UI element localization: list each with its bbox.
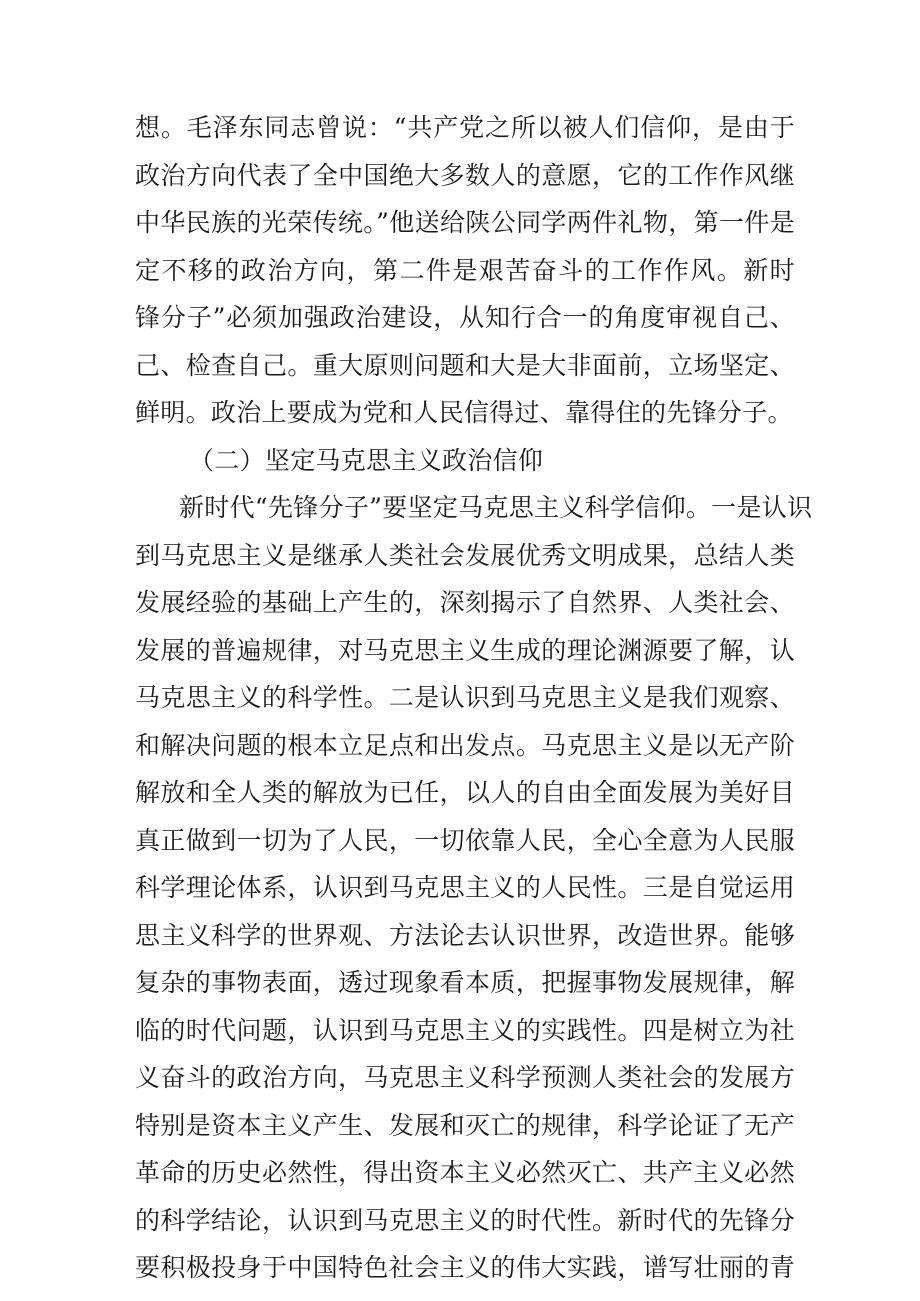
text-line: 锋分子”必须加强政治建设，从知行合一的角度审视自己、 xyxy=(135,303,795,332)
text-line: 己、检查自己。重大原则问题和大是大非面前，立场坚定、 xyxy=(135,350,795,380)
text-line: 到马克思主义是继承人类社会发展优秀文明成果，总结人类 xyxy=(135,540,795,570)
text-line: 临的时代问题，认识到马克思主义的实践性。四是树立为社 xyxy=(135,1015,795,1045)
text-line: 革命的历史必然性，得出资本主义必然灭亡、共产主义必然 xyxy=(135,1158,795,1187)
text-line: 发展经验的基础上产生的，深刻揭示了自然界、人类社会、 xyxy=(135,588,795,617)
text-line: 思主义科学的世界观、方法论去认识世界，改造世界。能够 xyxy=(135,920,795,950)
text-line: 的科学结论，认识到马克思主义的时代性。新时代的先锋分 xyxy=(135,1205,795,1235)
text-line: 要积极投身于中国特色社会主义的伟大实践，谱写壮丽的青 xyxy=(135,1253,795,1282)
text-line: 复杂的事物表面，透过现象看本质，把握事物发展规律，解 xyxy=(135,968,795,997)
text-line: 和解决问题的根本立足点和出发点。马克思主义是以无产阶 xyxy=(135,730,795,760)
text-line: 鲜明。政治上要成为党和人民信得过、靠得住的先锋分子。 xyxy=(135,398,793,427)
text-line: 定不移的政治方向，第二件是艰苦奋斗的工作作风。新时 xyxy=(135,255,795,285)
text-line: 义奋斗的政治方向，马克思主义科学预测人类社会的发展方 xyxy=(135,1063,795,1092)
text-line: 科学理论体系，认识到马克思主义的人民性。三是自觉运用 xyxy=(135,873,795,902)
document-body xyxy=(135,104,813,1292)
text-line: 发展的普遍规律，对马克思主义生成的理论渊源要了解，认 xyxy=(135,635,795,665)
section-heading: （二）坚定马克思主义政治信仰 xyxy=(189,445,544,475)
text-line: 真正做到一切为了人民，一切依靠人民，全心全意为人民服 xyxy=(135,825,795,855)
paragraph-1 xyxy=(135,104,795,437)
paragraph-2 xyxy=(135,484,813,1292)
text-line: 想。毛泽东同志曾说：“共产党之所以被人们信仰，是由于 xyxy=(135,113,795,142)
text-line: 特别是资本主义产生、发展和灭亡的规律，科学论证了无产 xyxy=(135,1110,795,1140)
text-line: 马克思主义的科学性。二是认识到马克思主义是我们观察、 xyxy=(135,683,795,712)
text-line: 政治方向代表了全中国绝大多数人的意愿，它的工作作风继 xyxy=(135,160,795,190)
text-line: 中华民族的光荣传统。”他送给陕公同学两件礼物，第一件是 xyxy=(135,208,795,237)
text-line: 新时代“先锋分子”要坚定马克思主义科学信仰。一是认识 xyxy=(179,493,813,522)
text-line: 解放和全人类的解放为已任，以人的自由全面发展为美好目 xyxy=(135,778,795,807)
